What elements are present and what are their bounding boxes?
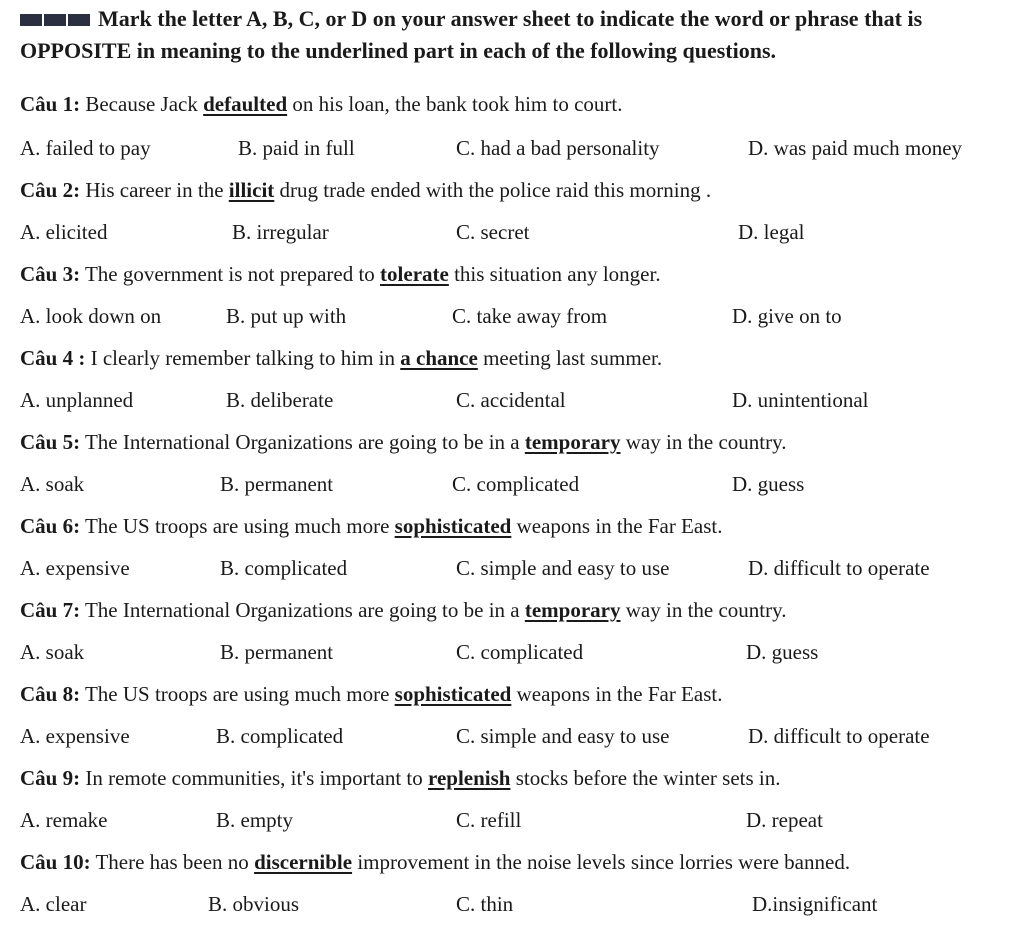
underlined-word: a chance	[400, 346, 478, 370]
question-text-before: In remote communities, it's important to	[80, 766, 428, 790]
question-7	[20, 596, 787, 624]
instruction-text: Mark the letter A, B, C, or D on your answer sheet to indicate the word or phrase that is OPPOSITE in meaning to the underlined part in each of the following questions.	[20, 6, 923, 63]
question-2	[20, 176, 711, 204]
question-text-after: weapons in the Far East.	[511, 682, 723, 706]
option-a[interactable]: A. clear	[20, 892, 87, 916]
underlined-word: tolerate	[380, 262, 449, 286]
underlined-word: illicit	[228, 178, 275, 202]
option-d[interactable]: D. give on to	[732, 304, 842, 328]
option-b[interactable]: B. complicated	[216, 724, 344, 748]
question-text-after: weapons in the Far East.	[511, 514, 723, 538]
question-text-before: I clearly remember talking to him in	[85, 346, 401, 370]
option-c[interactable]: C. simple and easy to use	[456, 724, 670, 748]
underlined-word: sophisticated	[394, 682, 512, 706]
question-3	[20, 260, 661, 288]
question-5	[20, 428, 787, 456]
option-c[interactable]: C. refill	[456, 808, 522, 832]
question-text-after: meeting last summer.	[477, 346, 663, 370]
options-row-5	[20, 470, 1010, 498]
question-label: Câu 4 :	[20, 346, 86, 370]
option-c[interactable]: C. thin	[456, 892, 514, 916]
options-row-7	[20, 638, 1010, 666]
option-a[interactable]: A. remake	[20, 808, 108, 832]
options-row-3	[20, 302, 1010, 330]
underlined-word: defaulted	[203, 92, 288, 116]
question-text-before: There has been no	[90, 850, 255, 874]
option-d[interactable]: D. unintentional	[732, 388, 869, 412]
question-4	[20, 344, 662, 372]
question-label: Câu 2:	[20, 178, 81, 202]
question-text-before: The International Organizations are going to be in a	[80, 430, 525, 454]
question-8	[20, 680, 722, 708]
question-text-after: stocks before the winter sets in.	[510, 766, 781, 790]
question-text-before: His career in the	[80, 178, 229, 202]
option-b[interactable]: B. permanent	[220, 640, 334, 664]
options-row-10	[20, 890, 1010, 918]
option-c[interactable]: C. accidental	[456, 388, 566, 412]
options-row-4	[20, 386, 1010, 414]
option-d[interactable]: D. was paid much money	[748, 136, 963, 160]
option-a[interactable]: A. unplanned	[20, 388, 134, 412]
question-label: Câu 6:	[20, 514, 81, 538]
option-d[interactable]: D. guess	[746, 640, 819, 664]
options-row-8	[20, 722, 1010, 750]
question-text-after: way in the country.	[620, 430, 787, 454]
option-a[interactable]: A. soak	[20, 640, 85, 664]
question-label: Câu 7:	[20, 598, 81, 622]
question-6	[20, 512, 722, 540]
option-a[interactable]: A. expensive	[20, 724, 130, 748]
question-text-after: this situation any longer.	[448, 262, 661, 286]
option-c[interactable]: C. take away from	[452, 304, 608, 328]
option-b[interactable]: B. deliberate	[226, 388, 334, 412]
question-text-after: drug trade ended with the police raid this morning .	[274, 178, 712, 202]
question-text-before: The US troops are using much more	[80, 682, 395, 706]
option-b[interactable]: B. irregular	[232, 220, 329, 244]
question-text-before: The US troops are using much more	[80, 514, 395, 538]
options-row-1	[20, 134, 1010, 162]
question-9	[20, 764, 781, 792]
instruction-block	[20, 4, 1010, 66]
question-text-before: The International Organizations are going to be in a	[80, 598, 525, 622]
question-1	[20, 90, 623, 118]
option-c[interactable]: C. complicated	[456, 640, 584, 664]
options-row-2	[20, 218, 1010, 246]
option-d[interactable]: D. difficult to operate	[748, 556, 930, 580]
option-a[interactable]: A. elicited	[20, 220, 108, 244]
question-label: Câu 10:	[20, 850, 91, 874]
question-text-after: on his loan, the bank took him to court.	[287, 92, 623, 116]
question-text-after: improvement in the noise levels since lorries were banned.	[352, 850, 851, 874]
option-a[interactable]: A. soak	[20, 472, 85, 496]
section-marker-icon	[20, 4, 92, 34]
option-d[interactable]: D. difficult to operate	[748, 724, 930, 748]
options-row-6	[20, 554, 1010, 582]
option-c[interactable]: C. secret	[456, 220, 530, 244]
question-text-before: Because Jack	[80, 92, 204, 116]
option-a[interactable]: A. look down on	[20, 304, 162, 328]
options-row-9	[20, 806, 1010, 834]
question-text-before: The government is not prepared to	[80, 262, 381, 286]
underlined-word: discernible	[254, 850, 353, 874]
option-b[interactable]: B. paid in full	[238, 136, 355, 160]
question-label: Câu 3:	[20, 262, 81, 286]
question-text-after: way in the country.	[620, 598, 787, 622]
underlined-word: temporary	[524, 598, 621, 622]
option-b[interactable]: B. obvious	[208, 892, 300, 916]
question-label: Câu 8:	[20, 682, 81, 706]
underlined-word: temporary	[524, 430, 621, 454]
option-c[interactable]: C. simple and easy to use	[456, 556, 670, 580]
question-label: Câu 5:	[20, 430, 81, 454]
option-d[interactable]: D. repeat	[746, 808, 823, 832]
option-a[interactable]: A. failed to pay	[20, 136, 151, 160]
option-c[interactable]: C. had a bad personality	[456, 136, 660, 160]
option-b[interactable]: B. put up with	[226, 304, 347, 328]
underlined-word: replenish	[428, 766, 511, 790]
question-10	[20, 848, 850, 876]
option-b[interactable]: B. empty	[216, 808, 293, 832]
option-a[interactable]: A. expensive	[20, 556, 130, 580]
option-d[interactable]: D.insignificant	[752, 892, 878, 916]
option-d[interactable]: D. guess	[732, 472, 805, 496]
question-label: Câu 9:	[20, 766, 81, 790]
option-d[interactable]: D. legal	[738, 220, 805, 244]
option-c[interactable]: C. complicated	[452, 472, 580, 496]
underlined-word: sophisticated	[394, 514, 512, 538]
option-b[interactable]: B. complicated	[220, 556, 348, 580]
question-label: Câu 1:	[20, 92, 81, 116]
option-b[interactable]: B. permanent	[220, 472, 334, 496]
